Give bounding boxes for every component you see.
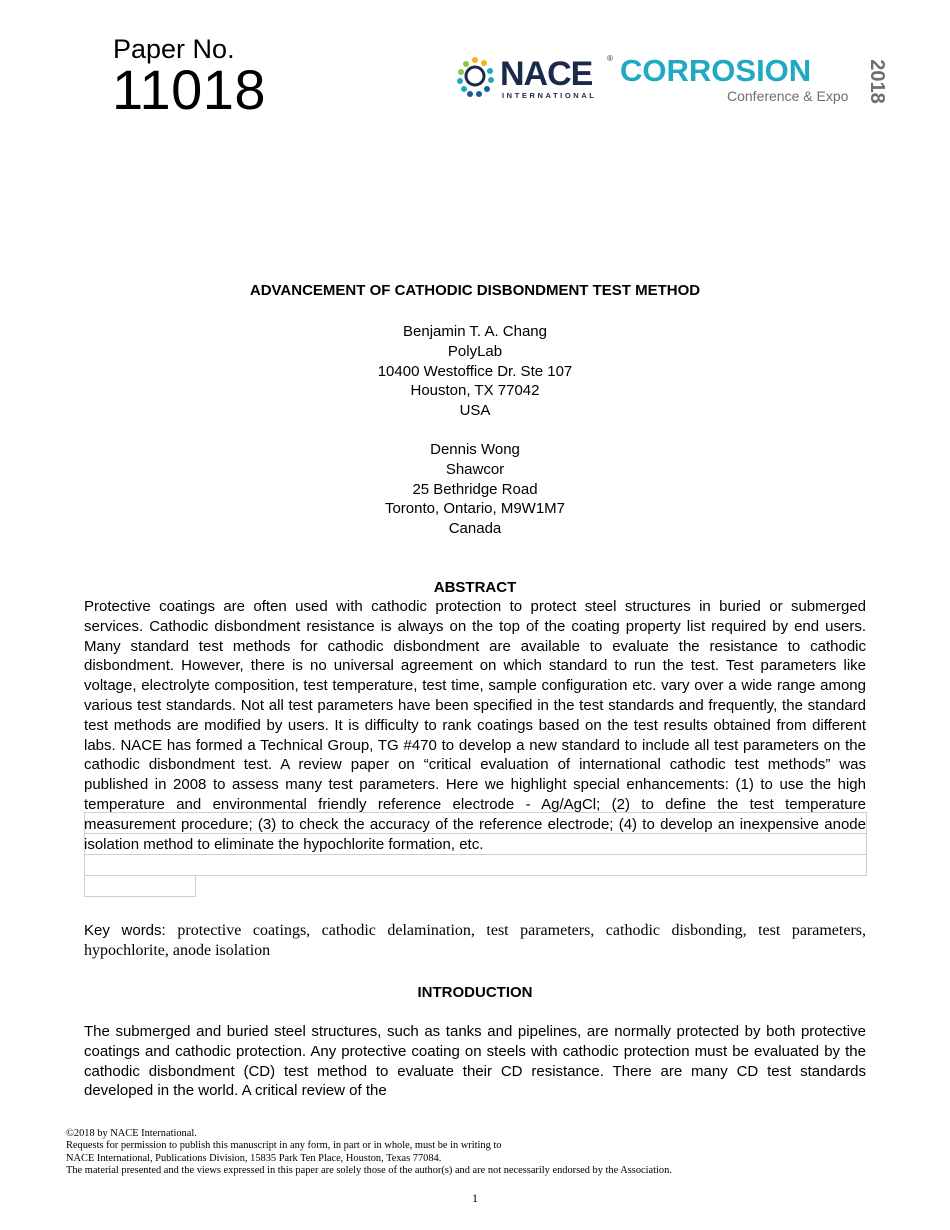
footer-line: Requests for permission to publish this manuscript in any form, in part or in whole, must be in writing to — [66, 1140, 502, 1152]
author-affiliation: Shawcor — [445, 460, 505, 478]
author-name: Benjamin T. A. Chang — [403, 323, 547, 340]
paper-title: ADVANCEMENT OF CATHODIC DISBONDMENT TEST METHOD — [249, 282, 701, 299]
author-country: Canada — [448, 520, 502, 538]
highlight-box — [84, 875, 196, 897]
keywords-label: Key words: — [84, 922, 166, 939]
registered-mark: ® — [607, 54, 613, 63]
footer-line: ©2018 by NACE International. — [66, 1128, 197, 1139]
author-address-line: Toronto, Ontario, M9W1M7 — [384, 500, 566, 518]
year-badge — [867, 56, 897, 108]
nace-globe-icon — [455, 52, 499, 102]
copyright-footer — [66, 1128, 672, 1177]
author-address-line: 25 Bethridge Road — [412, 480, 538, 498]
nace-corrosion-logo — [455, 52, 895, 112]
author-block-2 — [0, 440, 950, 539]
introduction-text: The submerged and buried steel structures, such as tanks and pipelines, are normally protected by both protective coatings and cathodic protection. Any protective coating on steels with cathodic protection must be evaluated by the cathodic disbondment (CD) test method to evaluate their CD resistance. There are many CD test standards developed in the world. A critical review of the — [84, 1023, 866, 1100]
paper-number-label: Paper No. — [113, 34, 235, 64]
keywords — [84, 921, 866, 961]
author-address-line: 10400 Westoffice Dr. Ste 107 — [377, 362, 573, 380]
nace-international-text: INTERNATIONAL — [502, 91, 597, 100]
author-block-1 — [0, 322, 950, 421]
author-affiliation: PolyLab — [447, 342, 503, 360]
introduction-heading: INTRODUCTION — [417, 984, 533, 1001]
nace-wordmark: NACE — [500, 55, 593, 93]
abstract-text: Protective coatings are often used with cathodic protection to protect steel structures in buried or submerged services. Cathodic disbondment resistance is always on the top of the coating property list required by end users. Many standard test methods for cathodic disbondment are available to evaluate the resistance to cathodic disbondment. However, there is no universal agreement on which standard to run the test. Test parameters like voltage, electrolyte composition, test temperature, test time, sample configuration etc. vary over a wide range among various test standards. Not all test parameters have been specified in the test standards and frequently, the standard test methods are modified by users. It is difficulty to rank coatings based on the test results obtained from different labs. NACE has formed a Technical Group, TG #470 to develop a new standard to include all test parameters on the cathodic disbondment test. A review paper on “critical evaluation of international cathodic test methods” was published in 2008 to assess many test parameters. Here we highlight special enhancements: (1) to use the high temperature and environmental friendly reference electrode - Ag/AgCl; (2) to define the test temperature measurement procedure; (3) to check the accuracy of the reference electrode; (4) to develop an inexpensive anode isolation method to eliminate the hypochlorite formation, etc. — [84, 598, 866, 853]
footer-line: The material presented and the views expressed in this paper are solely those of the author(s) and are not necessarily endorsed by the Association. — [66, 1164, 672, 1176]
highlight-box — [84, 854, 867, 876]
abstract-heading: ABSTRACT — [433, 579, 517, 596]
keywords-text: protective coatings, cathodic delamination, test parameters, cathodic disbonding, test parameters, hypochlorite, anode isolation — [84, 922, 866, 959]
footer-line: NACE International, Publications Division, 15835 Park Ten Place, Houston, Texas 77084. — [66, 1152, 442, 1164]
conference-expo-text: Conference & Expo — [727, 88, 849, 104]
corrosion-wordmark: CORROSION — [620, 53, 812, 88]
author-country: USA — [459, 402, 491, 420]
author-name: Dennis Wong — [430, 441, 520, 458]
page-number: 1 — [472, 1191, 478, 1205]
author-address-line: Houston, TX 77042 — [410, 382, 540, 400]
paper-number: 11018 — [112, 58, 267, 121]
year-text: 2018 — [865, 59, 888, 104]
